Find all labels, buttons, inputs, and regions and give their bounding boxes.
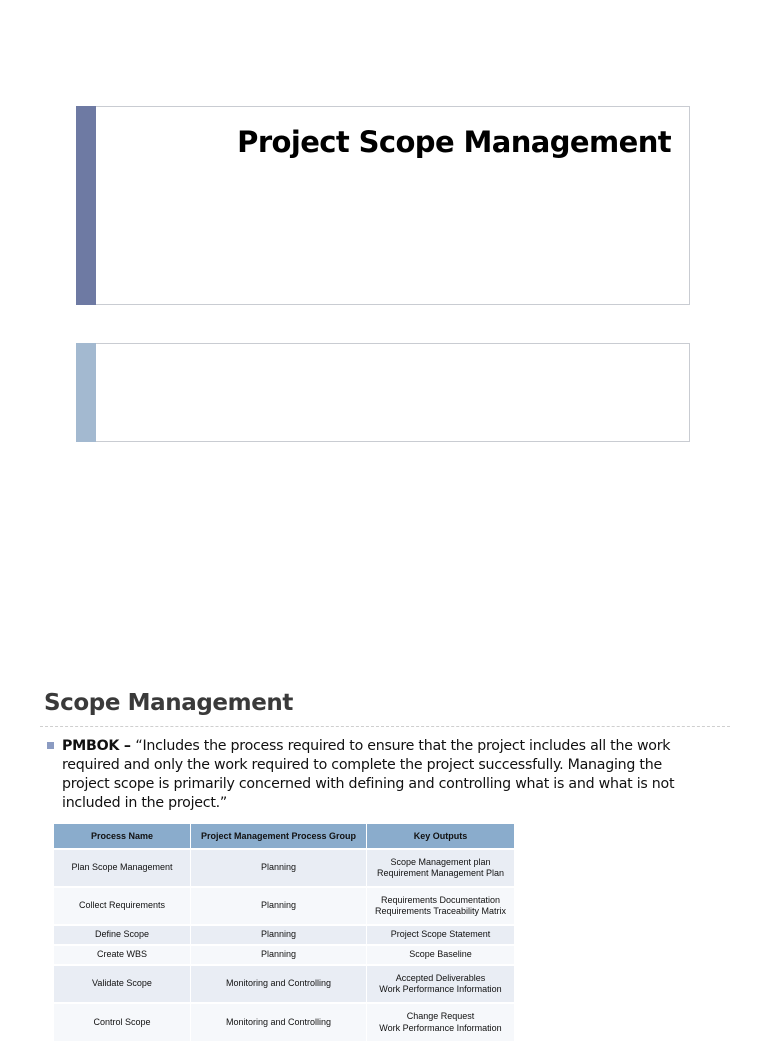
process-group-cell: Monitoring and Controlling <box>191 965 367 1003</box>
process-group-cell: Planning <box>191 925 367 945</box>
key-output: Work Performance Information <box>379 1022 502 1033</box>
process-group-cell: Planning <box>191 887 367 925</box>
pmbok-label: PMBOK – <box>62 738 136 754</box>
column-header-process-group: Project Management Process Group <box>191 824 367 850</box>
key-output: Work Performance Information <box>379 984 502 994</box>
heading-divider <box>40 726 730 727</box>
table-row <box>54 965 515 1003</box>
key-outputs-cell <box>367 1003 515 1041</box>
table-header-row <box>54 824 515 850</box>
table-row <box>54 849 515 887</box>
title-accent-bar <box>76 106 96 305</box>
key-output: Scope Baseline <box>409 949 472 960</box>
key-output: Project Scope Statement <box>390 929 491 940</box>
key-output: Change Request <box>406 1011 475 1021</box>
key-output: Requirements Traceability Matrix <box>374 906 507 916</box>
column-header-key-outputs: Key Outputs <box>367 824 515 850</box>
key-outputs-cell <box>367 965 515 1003</box>
table-row <box>54 1003 515 1041</box>
process-name-cell: Plan Scope Management <box>54 849 191 887</box>
key-output: Requirements Documentation <box>380 894 501 905</box>
column-header-process-name: Process Name <box>54 824 191 850</box>
process-name-cell: Create WBS <box>54 945 191 965</box>
subtitle-accent-bar <box>76 343 96 442</box>
table-row <box>54 945 515 965</box>
key-output: Scope Management plan <box>390 856 491 867</box>
square-bullet-icon <box>47 742 54 749</box>
pmbok-quote: “Includes the process required to ensure that the project includes all the work required and only the work required to complete the project successfully. Managing the project scope is primarily concerned with defining and controlling what is and what is not included in the project.” <box>62 738 675 811</box>
key-outputs-cell <box>367 945 515 965</box>
process-group-cell: Planning <box>191 945 367 965</box>
subtitle-slide-box <box>76 343 690 442</box>
process-group-cell: Monitoring and Controlling <box>191 1003 367 1041</box>
key-outputs-cell <box>367 925 515 945</box>
process-name-cell: Collect Requirements <box>54 887 191 925</box>
process-group-cell: Planning <box>191 849 367 887</box>
process-name-cell: Define Scope <box>54 925 191 945</box>
slide-title: Project Scope Management <box>237 125 671 159</box>
process-name-cell: Control Scope <box>54 1003 191 1041</box>
key-output: Accepted Deliverables <box>395 972 486 983</box>
section-heading: Scope Management <box>44 690 293 716</box>
title-slide-box <box>76 106 690 305</box>
table-row <box>54 925 515 945</box>
key-output: Requirement Management Plan <box>376 868 505 878</box>
key-outputs-cell <box>367 887 515 925</box>
pmbok-definition <box>62 737 712 813</box>
process-name-cell: Validate Scope <box>54 965 191 1003</box>
process-table <box>53 823 515 1041</box>
table-row <box>54 887 515 925</box>
key-outputs-cell <box>367 849 515 887</box>
